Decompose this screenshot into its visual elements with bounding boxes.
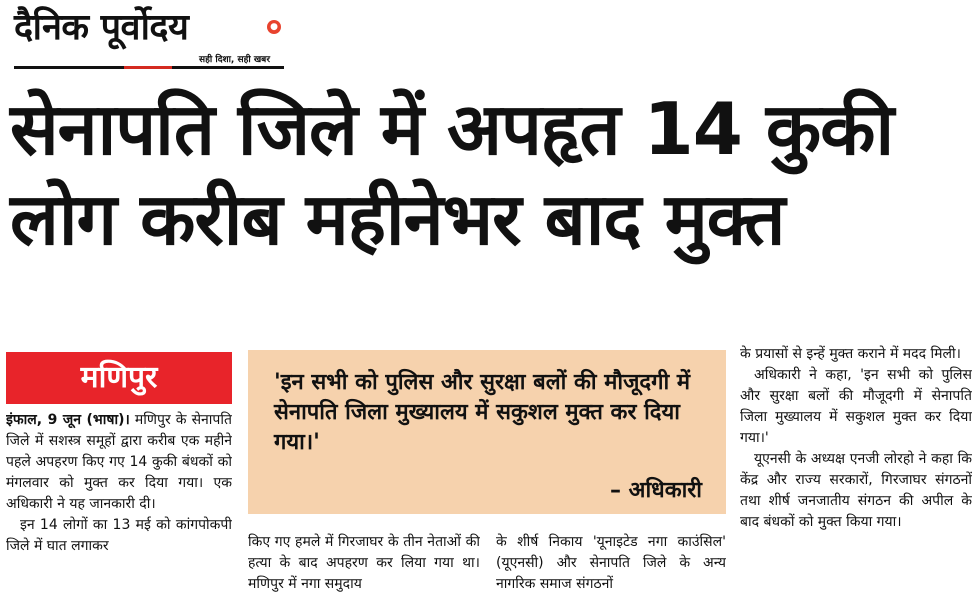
article-column-2: किए गए हमले में गिरजाघर के तीन नेताओं की हत्या के बाद अपहरण कर लिया गया था। मणिपुर में नगा समुदाय	[248, 534, 480, 592]
article-paragraph: के प्रयासों से इन्हें मुक्त कराने में मदद मिली।	[740, 346, 961, 362]
article-column-3: के शीर्ष निकाय 'यूनाइटेड नगा काउंसिल' (यूएनसी) और सेनापति जिले के अन्य नागरिक समाज संगठनों	[496, 534, 726, 592]
headline-line-2: लोग करीब महीनेभर बाद मुक्त	[10, 177, 785, 261]
newspaper-logo: दैनिक पूर्वोदय	[14, 7, 189, 48]
article-paragraph	[6, 410, 232, 515]
pull-quote-text: 'इन सभी को पुलिस और सुरक्षा बलों की मौजूदगी में सेनापति जिला मुख्यालय में सकुशल मुक्त कर दिया गया।'	[274, 370, 691, 455]
article-column-1	[6, 410, 232, 606]
logo-sun-icon: ●	[267, 20, 281, 34]
pull-quote	[248, 350, 726, 514]
article-paragraph: यूएनसी के अध्यक्ष एनजी लोरहो ने कहा कि केंद्र और राज्य सरकारों, गिरजाघर संगठनों तथा शीर्ष जनजातीय संगठन की अपील के बाद बंधकों को मुक्त किया गया।	[740, 451, 972, 530]
masthead-rule-accent	[124, 66, 172, 69]
headline	[10, 84, 970, 264]
pull-quote-attribution: – अधिकारी	[610, 478, 702, 503]
section-tag: मणिपुर	[6, 352, 232, 404]
article-paragraph: इन 14 लोगों का 13 मई को कांगपोकपी जिले में घात लगाकर	[6, 517, 232, 554]
article-text: मणिपुर के सेनापति जिले में सशस्त्र समूहों द्वारा करीब एक महीने पहले अपहरण किए गए 14 कुकी बंधकों को मंगलवार को मुक्त कर दिया गया। एक अधिकारी ने यह जानकारी दी।	[6, 412, 232, 512]
headline-line-1: सेनापति जिले में अपहृत 14 कुकी	[10, 87, 894, 171]
article-column-4	[740, 344, 972, 606]
masthead	[14, 6, 284, 72]
logo-tagline: सही दिशा, सही खबर	[199, 55, 270, 65]
article-paragraph: अधिकारी ने कहा, 'इन सभी को पुलिस और सुरक्षा बलों की मौजूदगी में सेनापति जिला मुख्यालय में सकुशल मुक्त कर दिया गया।'	[740, 367, 972, 446]
dateline: इंफाल, 9 जून (भाषा)।	[6, 412, 130, 428]
